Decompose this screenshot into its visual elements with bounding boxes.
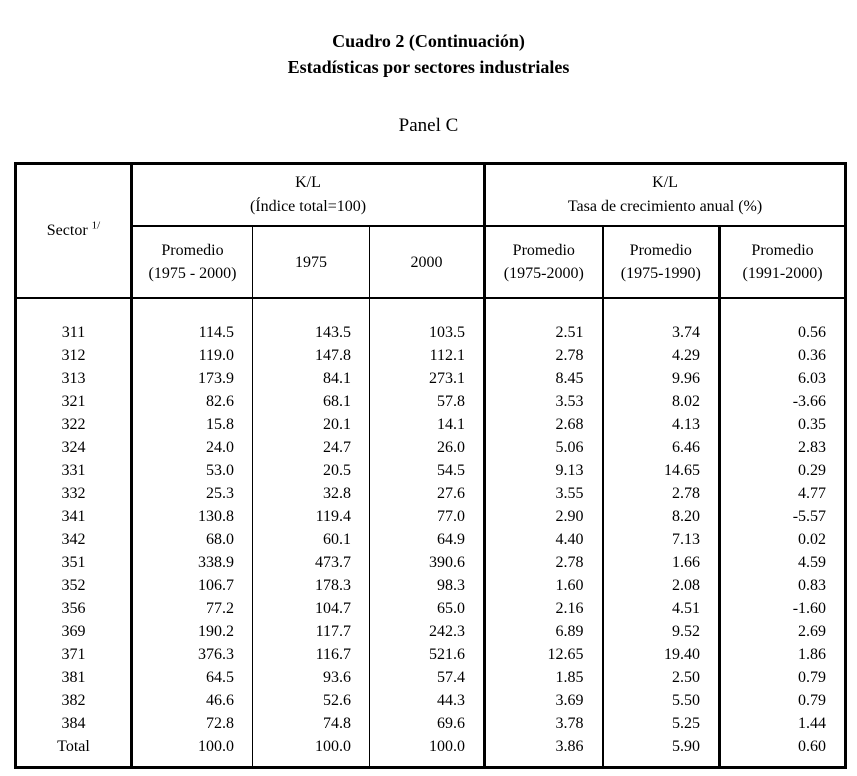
value-cell: 1.85 — [485, 666, 603, 689]
value-cell: 338.9 — [132, 551, 253, 574]
group-kl-index-line2: (Índice total=100) — [249, 198, 367, 215]
value-cell: 57.4 — [370, 666, 485, 689]
value-cell: 65.0 — [370, 597, 485, 620]
value-cell: 72.8 — [132, 712, 253, 735]
sector-cell: 322 — [61, 416, 86, 433]
value-cell: 473.7 — [253, 551, 370, 574]
panel-label: Panel C — [398, 115, 459, 136]
value-cell: 2.83 — [720, 436, 846, 459]
value-cell: 69.6 — [370, 712, 485, 735]
value-cell: 2.16 — [485, 597, 603, 620]
sector-cell: 311 — [61, 324, 86, 341]
value-cell: 5.50 — [603, 689, 720, 712]
value-cell: 8.45 — [485, 367, 603, 390]
value-cell: 190.2 — [132, 620, 253, 643]
sector-cell: 384 — [61, 715, 86, 732]
value-cell: 26.0 — [370, 436, 485, 459]
sector-cell: 382 — [61, 692, 86, 709]
value-cell: 2.90 — [485, 505, 603, 528]
value-cell: 0.35 — [720, 413, 846, 436]
table-row — [16, 482, 846, 505]
value-cell: 7.13 — [603, 528, 720, 551]
value-cell: 1.44 — [720, 712, 846, 735]
value-cell: -1.60 — [720, 597, 846, 620]
table-row — [16, 390, 846, 413]
value-cell: 119.0 — [132, 344, 253, 367]
value-cell: 3.78 — [485, 712, 603, 735]
value-cell: 117.7 — [253, 620, 370, 643]
table-row — [16, 505, 846, 528]
sector-cell: Total — [57, 738, 90, 755]
sector-cell: 351 — [61, 554, 86, 571]
table-row — [16, 344, 846, 367]
value-cell: 77.0 — [370, 505, 485, 528]
group-kl-index-line1: K/L — [295, 174, 321, 191]
value-cell: 2.68 — [485, 413, 603, 436]
value-cell: 147.8 — [253, 344, 370, 367]
value-cell: 3.53 — [485, 390, 603, 413]
value-cell: 4.59 — [720, 551, 846, 574]
value-cell: 6.03 — [720, 367, 846, 390]
value-cell: 376.3 — [132, 643, 253, 666]
value-cell: 93.6 — [253, 666, 370, 689]
column-header-promedio-growth-7590: Promedio (1975-1990) — [603, 226, 720, 298]
value-cell: 4.13 — [603, 413, 720, 436]
value-cell: 8.02 — [603, 390, 720, 413]
value-cell: 2.78 — [603, 482, 720, 505]
value-cell: 2.78 — [485, 344, 603, 367]
column-header-promedio-growth-9100: Promedio (1991-2000) — [720, 226, 846, 298]
value-cell: 14.1 — [370, 413, 485, 436]
value-cell: 57.8 — [370, 390, 485, 413]
value-cell: 3.86 — [485, 735, 603, 768]
value-cell: 98.3 — [370, 574, 485, 597]
value-cell: 5.25 — [603, 712, 720, 735]
value-cell: 27.6 — [370, 482, 485, 505]
table-row — [16, 436, 846, 459]
value-cell: 100.0 — [370, 735, 485, 768]
group-kl-growth-line1: K/L — [652, 174, 678, 191]
value-cell: 1.66 — [603, 551, 720, 574]
value-cell: 6.89 — [485, 620, 603, 643]
value-cell: 390.6 — [370, 551, 485, 574]
value-cell: 6.46 — [603, 436, 720, 459]
value-cell: 0.56 — [720, 298, 846, 344]
value-cell: 1.86 — [720, 643, 846, 666]
sector-footnote-mark: 1/ — [91, 219, 101, 232]
value-cell: 119.4 — [253, 505, 370, 528]
value-cell: 173.9 — [132, 367, 253, 390]
sector-column-header — [16, 164, 132, 299]
value-cell: 68.1 — [253, 390, 370, 413]
statistics-table — [14, 162, 847, 769]
sector-cell: 371 — [61, 646, 86, 663]
value-cell: 15.8 — [132, 413, 253, 436]
table-row — [16, 735, 846, 768]
value-cell: 60.1 — [253, 528, 370, 551]
value-cell: 521.6 — [370, 643, 485, 666]
value-cell: 9.52 — [603, 620, 720, 643]
sector-cell: 356 — [61, 600, 86, 617]
value-cell: -5.57 — [720, 505, 846, 528]
value-cell: 100.0 — [132, 735, 253, 768]
value-cell: 77.2 — [132, 597, 253, 620]
value-cell: 4.29 — [603, 344, 720, 367]
value-cell: 24.0 — [132, 436, 253, 459]
value-cell: 24.7 — [253, 436, 370, 459]
sector-cell: 331 — [61, 462, 86, 479]
value-cell: 14.65 — [603, 459, 720, 482]
value-cell: 0.83 — [720, 574, 846, 597]
value-cell: 114.5 — [132, 298, 253, 344]
value-cell: 2.08 — [603, 574, 720, 597]
sector-cell: 381 — [61, 669, 86, 686]
table-row — [16, 689, 846, 712]
value-cell: 74.8 — [253, 712, 370, 735]
value-cell: 8.20 — [603, 505, 720, 528]
sector-cell: 324 — [61, 439, 86, 456]
value-cell: 273.1 — [370, 367, 485, 390]
value-cell: 116.7 — [253, 643, 370, 666]
value-cell: 46.6 — [132, 689, 253, 712]
sector-cell: 352 — [61, 577, 86, 594]
value-cell: 52.6 — [253, 689, 370, 712]
value-cell: 25.3 — [132, 482, 253, 505]
value-cell: 2.69 — [720, 620, 846, 643]
value-cell: 5.90 — [603, 735, 720, 768]
table-row — [16, 620, 846, 643]
value-cell: 64.9 — [370, 528, 485, 551]
value-cell: 178.3 — [253, 574, 370, 597]
sector-cell: 321 — [61, 393, 86, 410]
title-line-1: Cuadro 2 (Continuación) — [332, 31, 525, 51]
table-row — [16, 551, 846, 574]
table-row — [16, 574, 846, 597]
sector-cell: 312 — [61, 347, 86, 364]
value-cell: 4.51 — [603, 597, 720, 620]
value-cell: 103.5 — [370, 298, 485, 344]
column-header-promedio-growth-full: Promedio (1975-2000) — [485, 226, 603, 298]
value-cell: 4.77 — [720, 482, 846, 505]
value-cell: 0.60 — [720, 735, 846, 768]
value-cell: 5.06 — [485, 436, 603, 459]
column-header-promedio-index: Promedio (1975 - 2000) — [132, 226, 253, 298]
table-row — [16, 712, 846, 735]
sector-cell: 332 — [61, 485, 86, 502]
value-cell: 9.13 — [485, 459, 603, 482]
value-cell: 2.51 — [485, 298, 603, 344]
value-cell: 68.0 — [132, 528, 253, 551]
value-cell: 0.29 — [720, 459, 846, 482]
table-header — [16, 164, 846, 299]
table-row — [16, 459, 846, 482]
value-cell: 3.69 — [485, 689, 603, 712]
table-row — [16, 367, 846, 390]
value-cell: 9.96 — [603, 367, 720, 390]
value-cell: 54.5 — [370, 459, 485, 482]
value-cell: 19.40 — [603, 643, 720, 666]
table-row — [16, 413, 846, 436]
value-cell: 106.7 — [132, 574, 253, 597]
value-cell: 20.5 — [253, 459, 370, 482]
value-cell: -3.66 — [720, 390, 846, 413]
table-row — [16, 666, 846, 689]
table-row — [16, 643, 846, 666]
value-cell: 2.50 — [603, 666, 720, 689]
value-cell: 130.8 — [132, 505, 253, 528]
value-cell: 0.79 — [720, 689, 846, 712]
value-cell: 4.40 — [485, 528, 603, 551]
value-cell: 143.5 — [253, 298, 370, 344]
group-header-kl-growth — [485, 164, 846, 227]
value-cell: 64.5 — [132, 666, 253, 689]
title-line-2: Estadísticas por sectores industriales — [287, 57, 570, 77]
sub-header-row — [16, 226, 846, 298]
sector-label: Sector — [46, 222, 88, 239]
table-row — [16, 528, 846, 551]
value-cell: 12.65 — [485, 643, 603, 666]
value-cell: 53.0 — [132, 459, 253, 482]
value-cell: 100.0 — [253, 735, 370, 768]
value-cell: 1.60 — [485, 574, 603, 597]
column-header-2000: 2000 — [370, 226, 485, 298]
value-cell: 112.1 — [370, 344, 485, 367]
column-header-1975: 1975 — [253, 226, 370, 298]
value-cell: 20.1 — [253, 413, 370, 436]
value-cell: 0.36 — [720, 344, 846, 367]
group-header-kl-index — [132, 164, 485, 227]
value-cell: 32.8 — [253, 482, 370, 505]
value-cell: 44.3 — [370, 689, 485, 712]
value-cell: 2.78 — [485, 551, 603, 574]
table-body — [16, 298, 846, 768]
sector-cell: 341 — [61, 508, 86, 525]
value-cell: 3.74 — [603, 298, 720, 344]
value-cell: 242.3 — [370, 620, 485, 643]
sector-cell: 313 — [61, 370, 86, 387]
table-title — [0, 0, 857, 80]
table-row — [16, 298, 846, 344]
value-cell: 104.7 — [253, 597, 370, 620]
value-cell: 0.02 — [720, 528, 846, 551]
value-cell: 3.55 — [485, 482, 603, 505]
value-cell: 0.79 — [720, 666, 846, 689]
group-kl-growth-line2: Tasa de crecimiento anual (%) — [567, 198, 763, 215]
group-header-row — [16, 164, 846, 227]
value-cell: 82.6 — [132, 390, 253, 413]
table-row — [16, 597, 846, 620]
sector-cell: 369 — [61, 623, 86, 640]
value-cell: 84.1 — [253, 367, 370, 390]
sector-cell: 342 — [61, 531, 86, 548]
